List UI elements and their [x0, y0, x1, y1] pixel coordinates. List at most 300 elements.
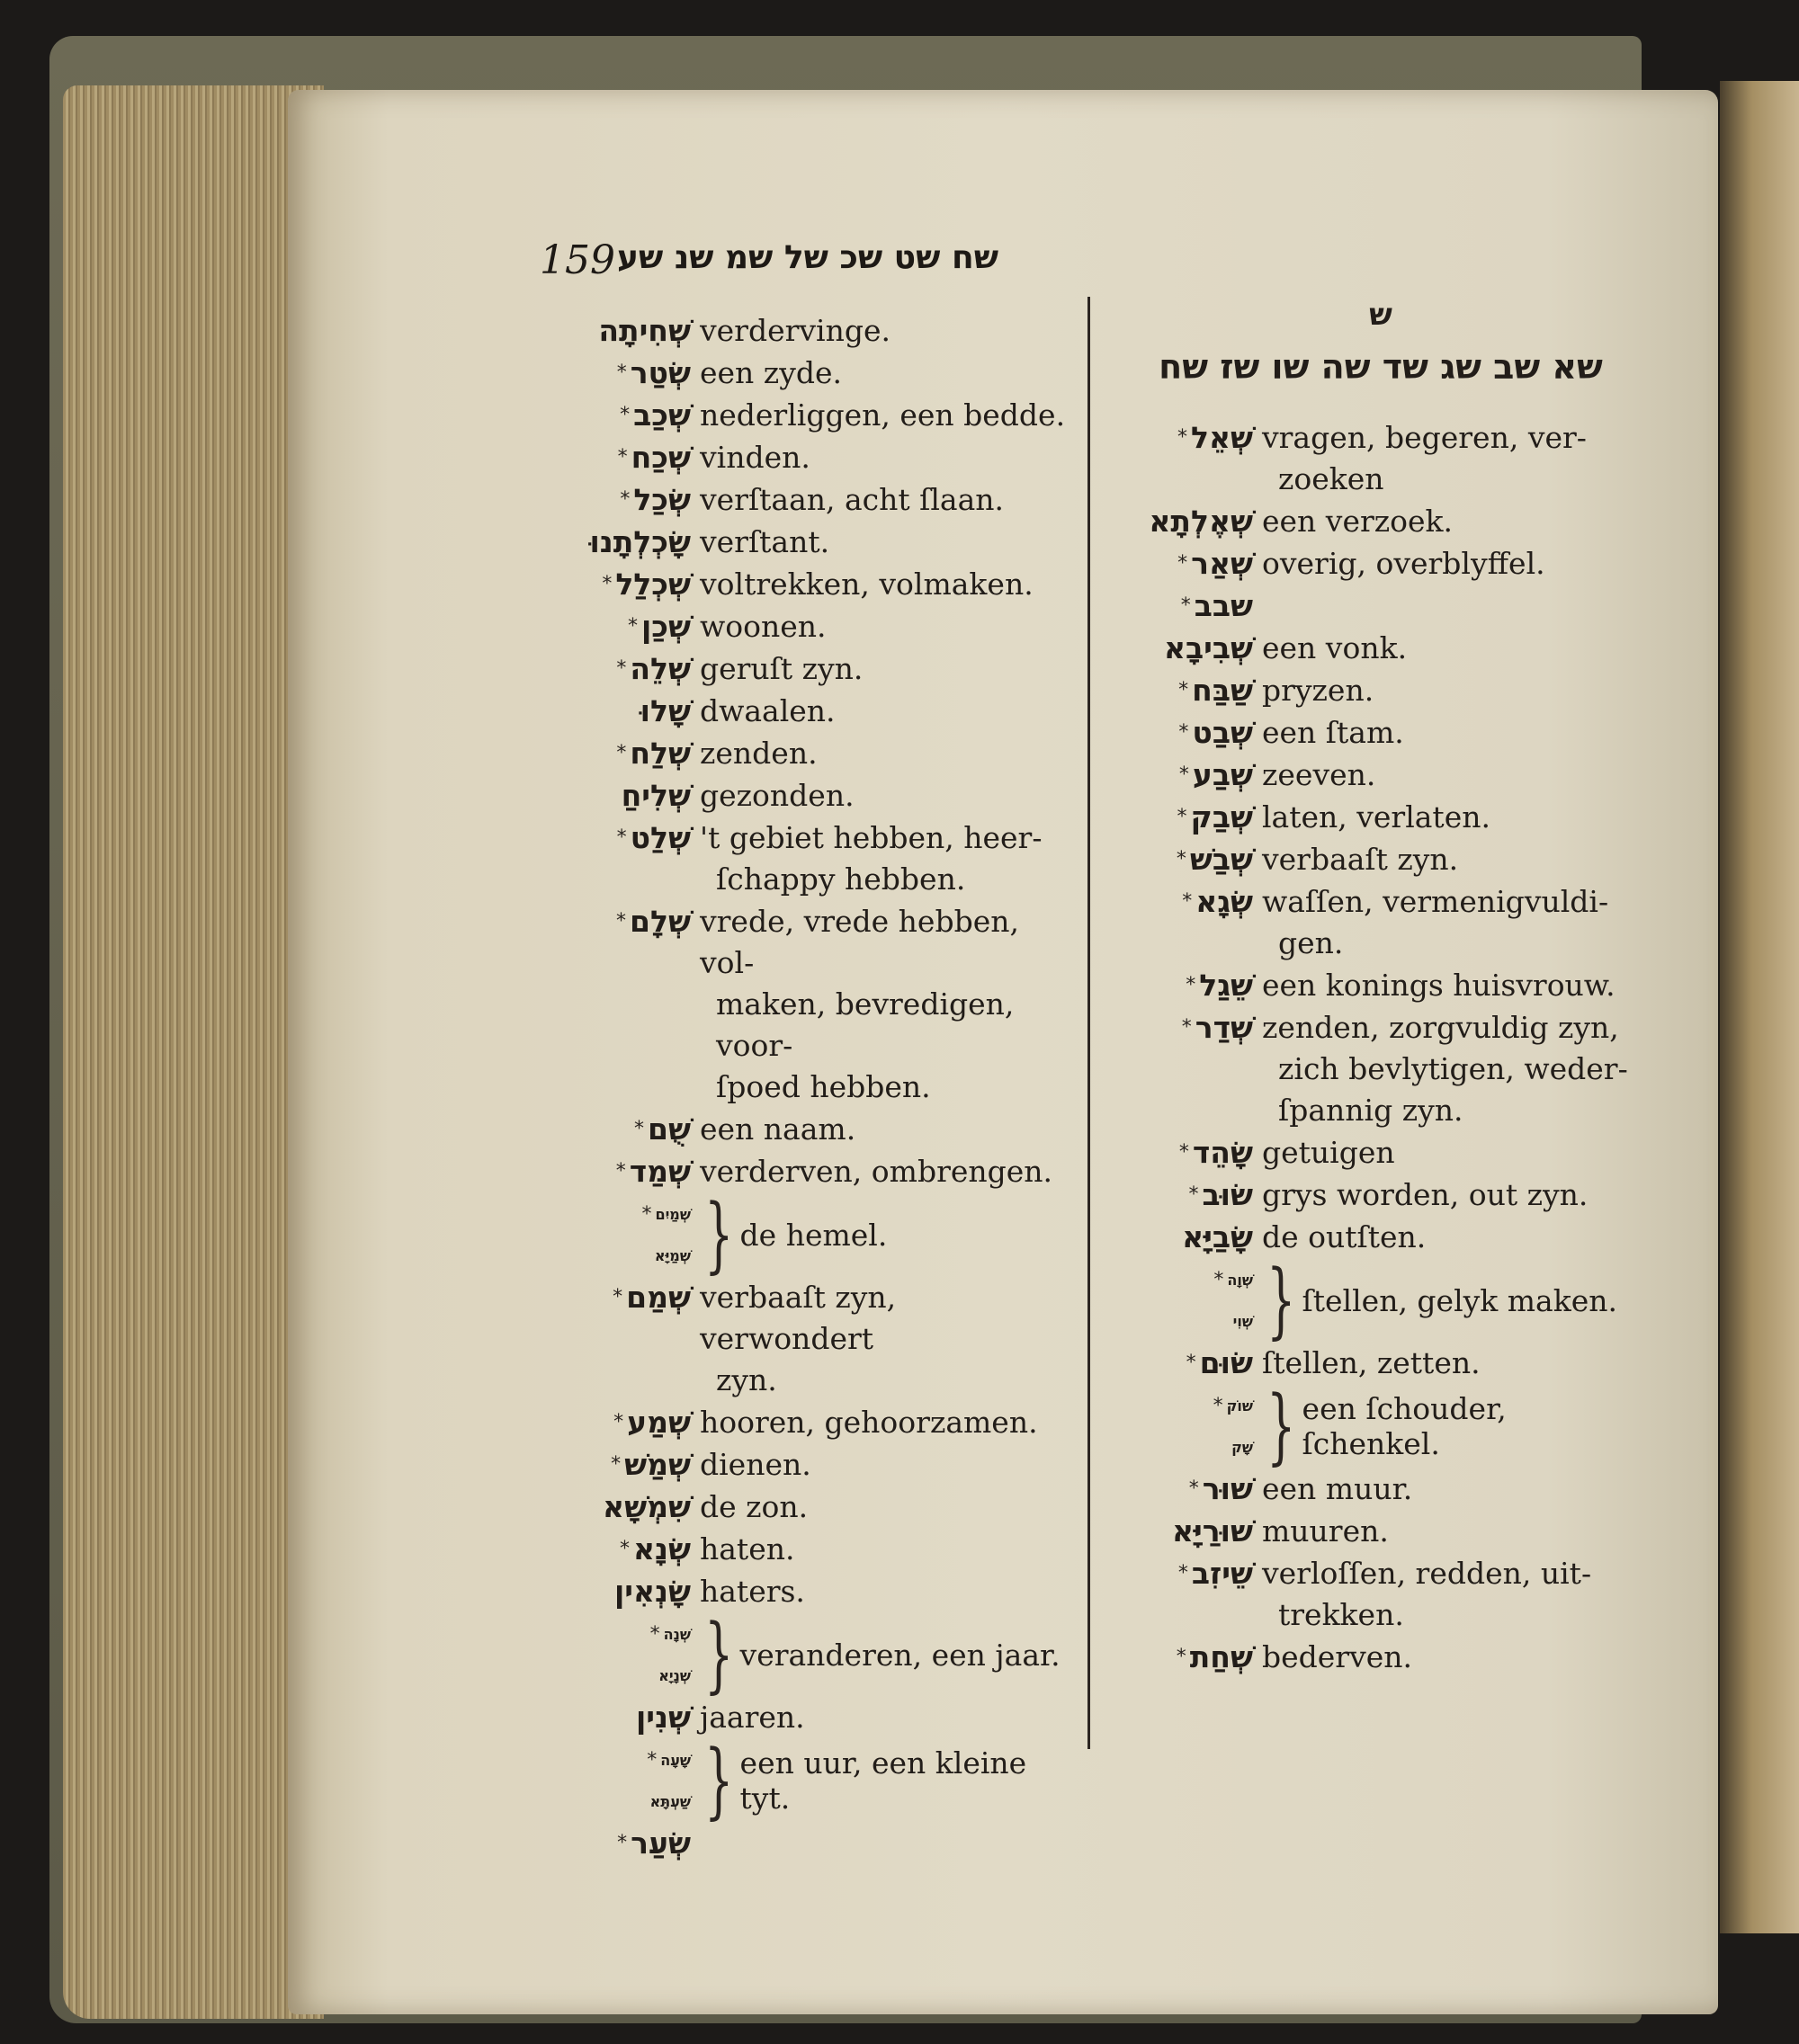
definition-line: zich bevlytigen, weder- — [1278, 1051, 1628, 1086]
definition — [1253, 1511, 1633, 1552]
definition-line: verbaaſt zyn. — [1262, 842, 1459, 877]
entry — [1129, 628, 1633, 669]
definition — [691, 353, 1075, 394]
definition-line: vragen, begeren, ver- — [1262, 420, 1587, 455]
entry-star: * — [1178, 721, 1189, 744]
entry — [558, 310, 1075, 352]
headword: שְׁחַת — [1189, 1639, 1253, 1674]
brace: } — [704, 1606, 734, 1702]
entry — [1129, 965, 1633, 1006]
headword: שֵׁגַל — [1199, 968, 1253, 1003]
definition — [691, 648, 1075, 690]
headword: שִׁמְשָׁא — [603, 1489, 691, 1524]
definition — [1253, 881, 1633, 964]
page-edges — [63, 85, 324, 2019]
definition-line: laten, verlaten. — [1262, 799, 1490, 835]
headword-cell — [558, 817, 691, 859]
entry-star: * — [1180, 594, 1191, 617]
entry-star: * — [611, 1453, 622, 1476]
definition-line: getuigen — [1262, 1135, 1395, 1170]
entry — [1129, 754, 1633, 796]
headword: שְׂנָא — [632, 1531, 691, 1566]
headword-cell — [558, 437, 691, 478]
headword-cell — [1129, 1468, 1253, 1510]
headword-row — [558, 1193, 691, 1235]
definition — [691, 817, 1075, 900]
headword: שְׁמַשׁ — [624, 1447, 691, 1482]
definition — [691, 1697, 1075, 1738]
next-page-edge — [1720, 81, 1799, 1933]
headword-cell — [1129, 1132, 1253, 1174]
definition-line: maken, bevredigen, voor- — [716, 986, 1015, 1063]
headword-cell — [558, 1823, 691, 1864]
entry-group — [558, 1732, 1075, 1828]
headword-cell — [1129, 754, 1253, 796]
entry — [558, 1571, 1075, 1612]
headword-cell — [1129, 839, 1253, 880]
entry — [558, 522, 1075, 563]
entry-star: * — [641, 1202, 652, 1226]
entry — [1129, 1132, 1633, 1174]
definition — [691, 310, 1075, 352]
headword-cell — [1129, 1174, 1253, 1216]
entry-star: * — [616, 742, 627, 764]
definition — [1253, 543, 1633, 585]
headword: שְׁוָה — [1227, 1271, 1253, 1289]
definition: een ſchouder, ſchenkel. — [1302, 1391, 1507, 1461]
headword: שְׂגָא — [1195, 884, 1253, 919]
definition-line: verbaaſt zyn, verwondert — [700, 1280, 897, 1356]
entry — [1129, 1553, 1633, 1636]
entry-star: * — [620, 488, 631, 511]
definition — [1253, 628, 1633, 669]
entry-star: * — [1178, 679, 1189, 701]
headword: שָׂהֵד — [1192, 1135, 1253, 1170]
definition-line: een zyde. — [700, 355, 842, 390]
definition — [691, 1486, 1075, 1528]
headword-cell — [1129, 417, 1253, 459]
entry — [1129, 1511, 1633, 1552]
definition — [1253, 1174, 1633, 1216]
definition-line: vrede, vrede hebben, vol- — [700, 904, 1019, 980]
definition-line: een muur. — [1262, 1471, 1413, 1506]
headword: שְׂטַר — [630, 355, 691, 390]
entry-star: * — [649, 1622, 660, 1646]
entry-star: * — [1177, 426, 1187, 449]
headword: שׁוֹק — [1226, 1397, 1253, 1415]
definition-line: een verzoek. — [1262, 504, 1454, 539]
entry-star: * — [1188, 1477, 1199, 1500]
column-divider — [1087, 297, 1090, 1749]
headword: שְׁנָה — [663, 1625, 691, 1643]
entry-star: * — [619, 1538, 630, 1560]
headword-cell — [558, 479, 691, 521]
definition-line: zeeven. — [1262, 757, 1376, 792]
headword-cell — [558, 1486, 691, 1528]
definition — [1253, 1343, 1633, 1384]
definition — [691, 691, 1075, 732]
headword-cell — [558, 1402, 691, 1443]
definition-line: een konings huisvrouw. — [1262, 968, 1616, 1003]
headword: שְׁלִיחַ — [621, 778, 691, 813]
headword-cell — [1129, 543, 1253, 585]
headword-row — [1129, 1385, 1253, 1426]
entry — [558, 437, 1075, 478]
entry — [558, 1151, 1075, 1192]
definition-line: overig, overblyffel. — [1262, 546, 1545, 581]
definition-line: verdervinge. — [700, 313, 891, 348]
headword-cell — [1129, 670, 1253, 711]
brace: } — [704, 1186, 734, 1282]
entry — [1129, 797, 1633, 838]
definition-line: nederliggen, een bedde. — [700, 397, 1066, 433]
definition-line: pryzen. — [1262, 673, 1374, 708]
definition-line: zyn. — [716, 1362, 777, 1397]
headword-stack — [1129, 1385, 1253, 1468]
definition — [691, 1151, 1075, 1192]
headword-cell — [558, 901, 691, 942]
page-number: 159 — [540, 237, 615, 283]
headword-cell — [558, 733, 691, 774]
brace: } — [1266, 1378, 1296, 1474]
entry — [1129, 1217, 1633, 1258]
definition-line: trekken. — [1278, 1597, 1404, 1632]
definition-line: een vonk. — [1262, 630, 1408, 665]
entry-star: * — [613, 1411, 624, 1433]
headword: שְׁלַח — [630, 736, 691, 771]
entry-star: * — [616, 910, 627, 933]
headword: שְׁמַם — [626, 1280, 691, 1315]
entry — [1129, 1343, 1633, 1384]
headword-cell — [1129, 965, 1253, 1006]
entry-star: * — [627, 615, 638, 638]
entry-star: * — [1182, 890, 1193, 913]
headword-cell — [1129, 501, 1253, 542]
left-column — [558, 310, 1075, 1865]
headword-cell — [558, 1571, 691, 1612]
headword: שָׂבַיָּא — [1182, 1219, 1253, 1254]
headword: שְׁאֶלְתָא — [1149, 504, 1253, 539]
definition — [1253, 797, 1633, 838]
definition-line: waſſen, vermenigvuldi- — [1262, 884, 1609, 919]
headword: שַׁעְתָּא — [649, 1792, 691, 1810]
entry — [558, 901, 1075, 1108]
headword-cell — [1129, 797, 1253, 838]
entry-group — [558, 1186, 1075, 1282]
headword: שבב — [1194, 588, 1253, 623]
entry-star: * — [616, 826, 627, 849]
entry-star: * — [1186, 974, 1196, 996]
headword-row — [558, 1655, 691, 1696]
entry — [1129, 585, 1633, 627]
definition — [691, 1402, 1075, 1443]
headword: שְׁאַר — [1191, 546, 1253, 581]
headword-stack — [558, 1193, 691, 1276]
headword-cell — [1129, 1343, 1253, 1384]
brace: } — [1266, 1252, 1296, 1348]
headword-cell — [1129, 712, 1253, 754]
headword-row — [1129, 1259, 1253, 1300]
running-head: שח שט שכ של שמ שנ שע — [617, 239, 998, 276]
entry-star: * — [616, 361, 627, 384]
entry — [558, 1529, 1075, 1570]
entry — [1129, 1637, 1633, 1678]
headword-cell — [558, 691, 691, 732]
definition — [1253, 501, 1633, 542]
headword-cell — [1129, 585, 1253, 627]
headword-cell — [558, 1109, 691, 1150]
entry-star: * — [1176, 1646, 1186, 1668]
headword: שְׁמַיִם — [655, 1205, 691, 1223]
headword: שְׁאֵל — [1190, 420, 1253, 455]
definition: veranderen, een jaar. — [739, 1637, 1061, 1673]
definition — [691, 479, 1075, 521]
headword: שְׁלָם — [630, 904, 691, 939]
headword: שָׁלוּ — [640, 693, 691, 728]
entry — [558, 1486, 1075, 1528]
definition — [691, 733, 1075, 774]
headword-cell — [558, 775, 691, 817]
headword-row — [558, 1781, 691, 1822]
definition-line: haters. — [700, 1574, 805, 1609]
headword-row — [1129, 1426, 1253, 1468]
section-heading: שא שב שג שד שה שו שז שח — [1159, 347, 1603, 387]
headword: שְׁכַח — [631, 440, 691, 475]
right-entries — [1129, 417, 1633, 1678]
definition — [691, 606, 1075, 647]
definition-line: haten. — [700, 1531, 795, 1566]
headword-row — [1129, 1300, 1253, 1342]
entry-star: * — [1213, 1268, 1224, 1291]
headword: שְׁמַע — [627, 1405, 691, 1440]
definition-line: hooren, gehoorzamen. — [700, 1405, 1038, 1440]
entry — [558, 1109, 1075, 1150]
entry-star: * — [613, 1286, 623, 1308]
entry — [558, 1444, 1075, 1486]
definition-line: zenden. — [700, 736, 818, 771]
definition — [1253, 1553, 1633, 1636]
headword: שָׂנְאִין — [613, 1574, 691, 1609]
letter-heading: ש — [1369, 297, 1392, 333]
entry-star: * — [615, 1160, 626, 1183]
entry-star: * — [617, 446, 628, 469]
headword-cell — [558, 522, 691, 563]
definition-line: ſpoed hebben. — [716, 1069, 931, 1104]
page-header — [540, 236, 1007, 290]
headword-cell — [1129, 1637, 1253, 1678]
entry-star: * — [1188, 1183, 1199, 1206]
entry — [558, 733, 1075, 774]
headword: שְׁמַד — [629, 1154, 691, 1189]
headword: שֵׁיזִב — [1191, 1556, 1253, 1591]
definition — [1253, 965, 1633, 1006]
entry-star: * — [1213, 1394, 1223, 1417]
entry — [558, 648, 1075, 690]
definition — [691, 1571, 1075, 1612]
headword: שׂוּב — [1202, 1177, 1253, 1212]
headword: שְׁבַק — [1190, 799, 1253, 835]
headword: שְׁחִיתָה — [598, 313, 691, 348]
definition-line: vinden. — [700, 440, 810, 475]
entry-star: * — [647, 1748, 658, 1772]
headword: שֻׁם — [647, 1111, 691, 1147]
headword-cell — [558, 1444, 691, 1486]
headword-cell — [558, 1277, 691, 1318]
definition — [1253, 839, 1633, 880]
definition — [691, 1444, 1075, 1486]
definition — [691, 775, 1075, 817]
definition-line: gezonden. — [700, 778, 855, 813]
headword-cell — [1129, 1007, 1253, 1049]
definition-line: verſtaan, acht ſlaan. — [700, 482, 1005, 517]
headword: שׁוּר — [1202, 1471, 1253, 1506]
headword: שְׁמַיָּא — [654, 1246, 691, 1264]
definition: een uur, een kleine tyt. — [739, 1745, 1027, 1816]
headword: שְׁכַב — [633, 397, 691, 433]
definition-line: ſtellen, zetten. — [1262, 1345, 1481, 1380]
headword: שְׁלֵה — [630, 651, 691, 686]
headword-row — [558, 1739, 691, 1781]
headword: שְׁבַשׁ — [1189, 842, 1253, 877]
headword: שְׁנִין — [635, 1700, 691, 1735]
headword-cell — [558, 353, 691, 394]
definition-line: ſchappy hebben. — [716, 861, 966, 897]
entry-star: * — [1178, 1141, 1189, 1164]
headword-cell — [1129, 1553, 1253, 1594]
headword-stack — [558, 1613, 691, 1696]
headword: שְׁבַט — [1192, 715, 1253, 750]
definition-line: zenden, zorgvuldig zyn, — [1262, 1010, 1619, 1045]
entry-star: * — [620, 404, 631, 426]
headword: שְׁלַט — [630, 820, 691, 855]
definition-line: verſtant. — [700, 524, 830, 559]
headword: שַׁבַּח — [1192, 673, 1253, 708]
entry — [1129, 881, 1633, 964]
headword-cell — [558, 564, 691, 605]
definition — [1253, 754, 1633, 796]
entry — [1129, 839, 1633, 880]
entry — [1129, 417, 1633, 500]
entry — [558, 1697, 1075, 1738]
definition-line: zoeken — [1278, 461, 1384, 496]
entry — [558, 1402, 1075, 1443]
definition — [691, 1529, 1075, 1570]
definition — [1253, 1007, 1633, 1131]
definition — [691, 1277, 1075, 1401]
definition-line: ſpannig zyn. — [1278, 1093, 1463, 1128]
entry — [558, 353, 1075, 394]
headword-cell — [558, 395, 691, 436]
entry — [1129, 543, 1633, 585]
headword: שְׁבִיבָא — [1163, 630, 1253, 665]
headword: שְׁכַן — [640, 609, 691, 644]
headword-stack — [558, 1739, 691, 1822]
headword: שְׂעַר — [631, 1825, 691, 1861]
entry-group — [1129, 1252, 1633, 1348]
entry-star: * — [1177, 552, 1188, 575]
headword: שְׁנָיָא — [658, 1666, 691, 1684]
headword: שָׂכְלְתָנוּ — [589, 524, 691, 559]
entry-star: * — [1177, 806, 1187, 828]
definition-line: dwaalen. — [700, 693, 836, 728]
headword-cell — [1129, 1217, 1253, 1258]
definition — [1253, 712, 1633, 754]
entry — [558, 775, 1075, 817]
definition-line: woonen. — [700, 609, 827, 644]
entry — [1129, 1174, 1633, 1216]
definition-line: een ſtam. — [1262, 715, 1404, 750]
definition — [1253, 1217, 1633, 1258]
headword-row — [558, 1235, 691, 1276]
entry-star: * — [602, 573, 613, 595]
definition-line: verderven, ombrengen. — [700, 1154, 1053, 1189]
definition — [1253, 1468, 1633, 1510]
entry — [558, 1277, 1075, 1401]
entry — [558, 606, 1075, 647]
definition — [691, 522, 1075, 563]
entry-star: * — [617, 1832, 628, 1854]
definition-line: verloſſen, redden, uit- — [1262, 1556, 1592, 1591]
headword-cell — [1129, 628, 1253, 669]
entry-star: * — [616, 657, 627, 680]
entry-group — [558, 1606, 1075, 1702]
entry — [558, 691, 1075, 732]
definition: de hemel. — [739, 1217, 888, 1253]
definition-line: de zon. — [700, 1489, 809, 1524]
entry — [558, 564, 1075, 605]
headword: שָׁעָה — [660, 1751, 691, 1769]
definition-line: voltrekken, volmaken. — [700, 567, 1034, 602]
definition — [691, 564, 1075, 605]
definition — [1253, 1132, 1633, 1174]
definition-line: jaaren. — [700, 1700, 805, 1735]
headword: שׂוּם — [1199, 1345, 1253, 1380]
definition: ſtellen, gelyk maken. — [1302, 1282, 1617, 1318]
headword-row — [558, 1613, 691, 1655]
definition-line: grys worden, out zyn. — [1262, 1177, 1589, 1212]
definition-line: dienen. — [700, 1447, 811, 1482]
headword: שְׁדַר — [1195, 1010, 1253, 1045]
definition — [1253, 670, 1633, 711]
definition-line: geruſt zyn. — [700, 651, 864, 686]
entry — [1129, 1468, 1633, 1510]
headword-stack — [1129, 1259, 1253, 1342]
headword-cell — [558, 310, 691, 352]
definition-line: de outſten. — [1262, 1219, 1427, 1254]
headword-cell — [1129, 881, 1253, 923]
headword: שׁוּרַיָּא — [1172, 1513, 1253, 1549]
definition-line: een naam. — [700, 1111, 856, 1147]
definition-line: 't gebiet hebben, heer- — [700, 820, 1043, 855]
entry — [558, 1823, 1075, 1864]
entry — [1129, 501, 1633, 542]
definition — [1253, 1637, 1633, 1678]
headword-cell — [558, 648, 691, 690]
entry-star: * — [1178, 763, 1189, 786]
entry-group — [1129, 1378, 1633, 1474]
entry — [558, 817, 1075, 900]
definition-line: gen. — [1278, 925, 1344, 960]
definition — [691, 437, 1075, 478]
headword: שְׂכַל — [633, 482, 691, 517]
brace: } — [704, 1732, 734, 1828]
headword: שְׁכְלַל — [615, 567, 691, 602]
entry — [1129, 712, 1633, 754]
headword-cell — [558, 1151, 691, 1192]
right-column — [1129, 297, 1633, 1679]
headword-cell — [558, 1697, 691, 1738]
entry-star: * — [1181, 1016, 1192, 1039]
